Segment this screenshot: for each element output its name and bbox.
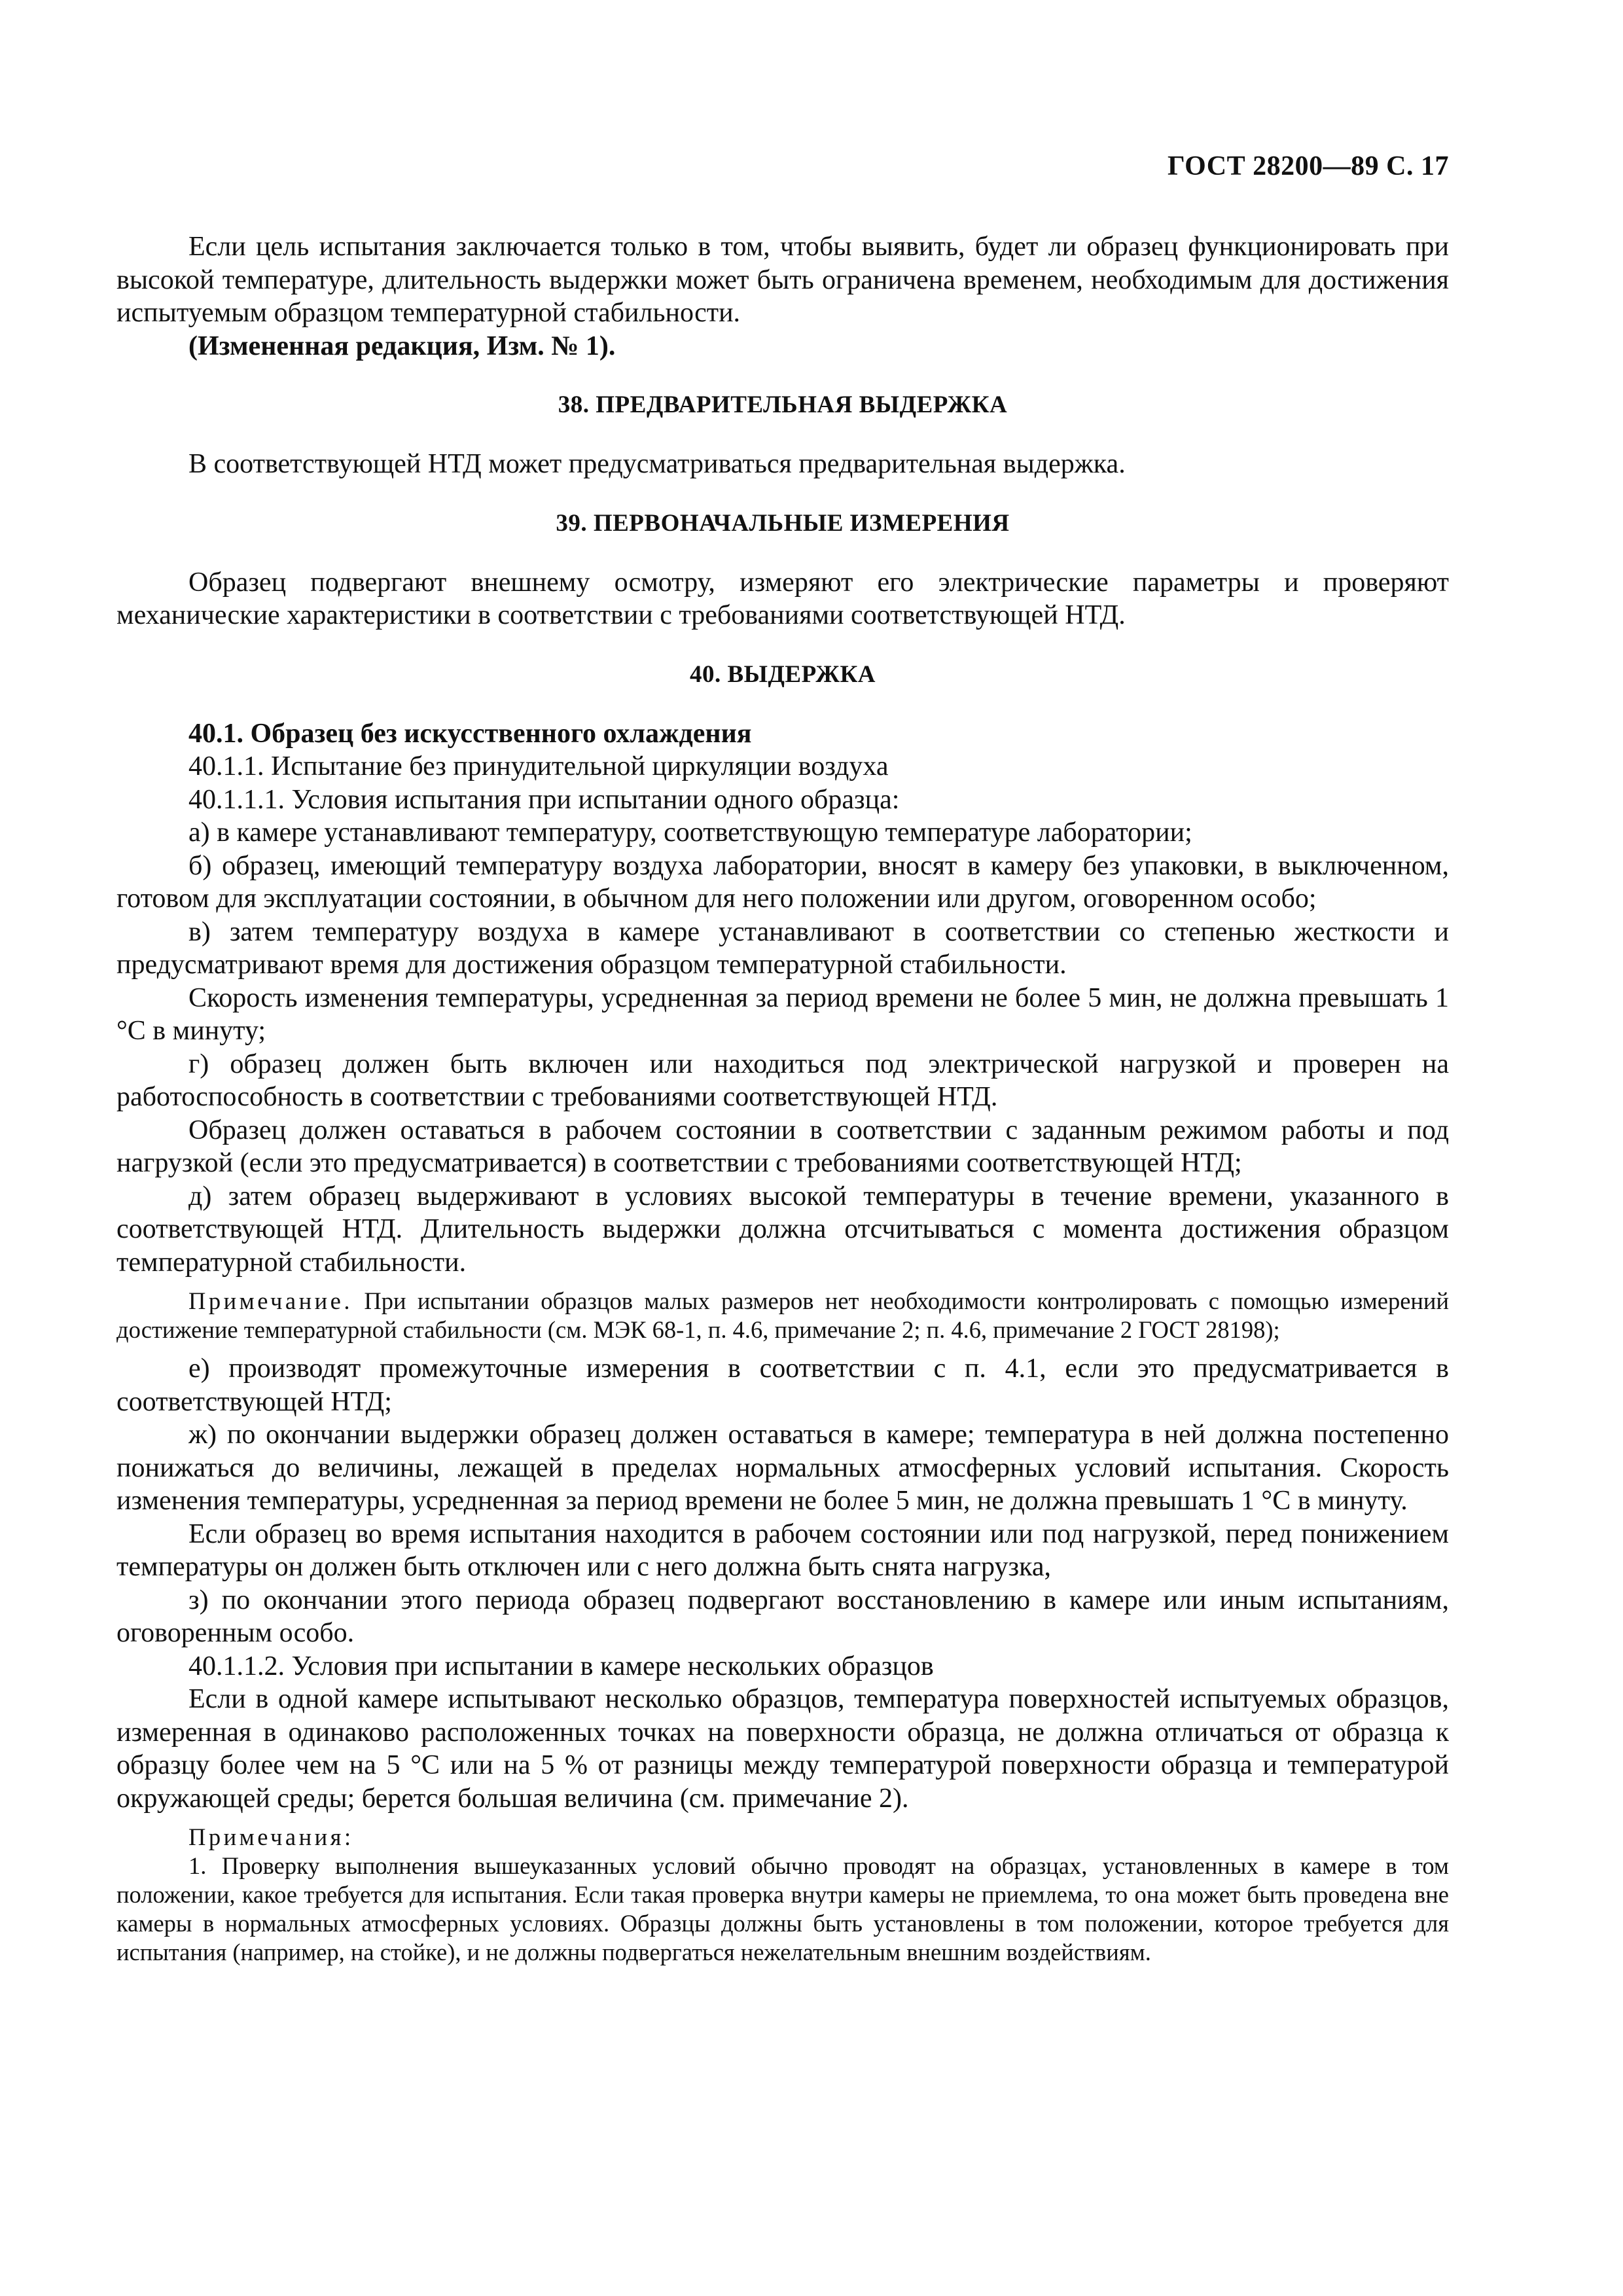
note-item: 1. Проверку выполнения вышеуказанных условий обычно проводят на образцах, установленных в камере в том положении, какое требуется для испытания. Если такая проверка внутри камеры не приемлема, то она может быть проведена вне камеры в нормальных атмосферных условиях. Образцы должны быть установлены в том положении, которое требуется для испытания (например, на стойке), и не должны подвергаться нежелательным внешним воздействиям.	[116, 1852, 1449, 1965]
paragraph: Если цель испытания заключается только в том, чтобы выявить, будет ли образец функционировать при высокой температуре, длительность выдержки может быть ограничена временем, необходимым для достижения испытуемым образцом температурной стабильности.	[116, 232, 1449, 328]
list-item: з) по окончании этого периода образец подвергают восстановлению в камере или иным испытаниям, оговоренным особо.	[116, 1585, 1449, 1648]
list-item: в) затем температуру воздуха в камере устанавливают в соответствии со степенью жесткости и предусматривают время для достижения образцом температурной стабильности.	[116, 916, 1449, 980]
list-item: г) образец должен быть включен или находиться под электрической нагрузкой и проверен на работоспособность в соответствии с требованиями соответствующей НТД.	[116, 1049, 1449, 1112]
paragraph: Скорость изменения температуры, усредненная за период времени не более 5 мин, не должна превышать 1 °С в минуту;	[116, 982, 1449, 1046]
list-item: д) затем образец выдерживают в условиях высокой температуры в течение времени, указанного в соответствующей НТД. Длительность выдержки должна отсчитываться с момента достижения образцом температурной стабильности.	[116, 1181, 1449, 1278]
paragraph: Образец должен оставаться в рабочем состоянии в соответствии с заданным режимом работы и под нагрузкой (если это предусматривается) в соответствии с требованиями соответствующей НТД;	[116, 1115, 1449, 1178]
amendment-note: (Измененная редакция, Изм. № 1).	[188, 331, 616, 361]
page-body	[116, 230, 1449, 1967]
paragraph: Если образец во время испытания находится в рабочем состоянии или под нагрузкой, перед понижением температуры он должен быть отключен или с него должна быть снята нагрузка,	[116, 1518, 1449, 1582]
note-label: Примечание.	[188, 1287, 353, 1314]
paragraph: 40.1.1.1. Условия испытания при испытании одного образца:	[188, 784, 900, 815]
list-item: е) производят промежуточные измерения в соответствии с п. 4.1, если это предусматривается в соответствующей НТД;	[116, 1354, 1449, 1417]
paragraph: Образец подвергают внешнему осмотру, измеряют его электрические параметры и проверяют механические характеристики в соответствии с требованиями соответствующей НТД.	[116, 567, 1449, 630]
note	[116, 1287, 1449, 1344]
paragraph: 40.1.1.2. Условия при испытании в камере нескольких образцов	[188, 1651, 934, 1681]
paragraph: В соответствующей НТД может предусматриваться предварительная выдержка.	[188, 449, 1126, 479]
subsection-heading: 40.1. Образец без искусственного охлаждения	[188, 718, 752, 749]
list-item: а) в камере устанавливают температуру, соответствующую температуре лаборатории;	[188, 817, 1192, 848]
section-heading-39: 39. ПЕРВОНАЧАЛЬНЫЕ ИЗМЕРЕНИЯ	[556, 509, 1010, 537]
list-item: ж) по окончании выдержки образец должен оставаться в камере; температура в ней должна постепенно понижаться до величины, лежащей в пределах нормальных атмосферных условий испытания. Скорость изменения температуры, усредненная за период времени не более 5 мин, не должна превышать 1 °С в минуту.	[116, 1420, 1449, 1516]
note-text: При испытании образцов малых размеров нет необходимости контролировать с помощью измерений достижение температурной стабильности (см. МЭК 68-1, п. 4.6, примечание 2; п. 4.6, примечание 2 ГОСТ 28198);	[116, 1287, 1449, 1343]
paragraph: 40.1.1. Испытание без принудительной циркуляции воздуха	[188, 751, 889, 781]
list-item: б) образец, имеющий температуру воздуха лаборатории, вносят в камеру без упаковки, в выключенном, готовом для эксплуатации состоянии, в обычном для него положении или другом, оговоренном особо;	[116, 850, 1449, 914]
page-header: ГОСТ 28200—89 С. 17	[1167, 151, 1449, 181]
paragraph: Если в одной камере испытывают несколько образцов, температура поверхностей испытуемых образцов, измеренная в одинаково расположенных точках на поверхности образца, не должна отличаться от образца к образцу более чем на 5 °С или на 5 % от разницы между температурой поверхности образца и температурой окружающей среды; берется большая величина (см. примечание 2).	[116, 1684, 1449, 1814]
notes-heading: Примечания:	[188, 1823, 354, 1850]
section-heading-38: 38. ПРЕДВАРИТЕЛЬНАЯ ВЫДЕРЖКА	[558, 391, 1008, 418]
section-heading-40: 40. ВЫДЕРЖКА	[689, 660, 876, 688]
